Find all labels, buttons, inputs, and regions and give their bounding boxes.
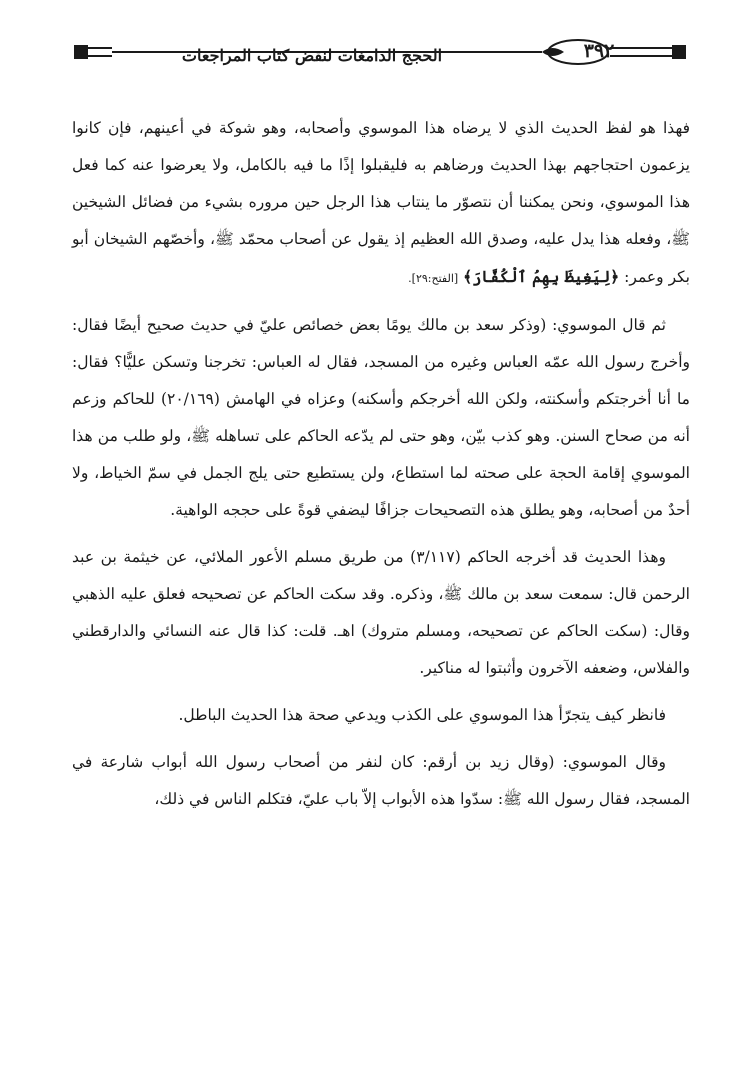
paragraph-1 <box>72 110 690 297</box>
quran-verse: ﴿لِيَغِيظَ بِهِمُ ٱلْكُفَّارَ﴾ <box>463 267 620 286</box>
page-number: ٣٩٢ <box>583 40 615 62</box>
paragraph-4 <box>72 697 690 734</box>
paragraph-5 <box>72 744 690 818</box>
paragraph-text: ثم قال الموسوي: (وذكر سعد بن مالك يومًا بعض خصائص عليّ في حديث صحيح أيضًا فقال: وأخرج رسول الله عمّه العباس وغيره من المسجد، فقال له العباس: تخرجنا وتسكن عليًّا؟ فقال: ما أنا أخرجتكم وأسكنته، ولكن الله أخرجكم وأسكنه) وعزاه في الهامش (٢٠/١٦٩) للحاكم وزعم أنه من صحاح السنن. وهو كذب بيّن، وهو حتى لم يدّعه الحاكم على تساهله ﷺ، ولو طلب من هذا الموسوي إقامة الحجة على صحته لما استطاع، ولن يستطيع حتى يلج الجمل في سمّ الخياط، ولا أحدٌ من أصحابه، وهو يطلق هذه التصحيحات جزافًا ليضفي قوةً على حججه الواهية. <box>72 316 690 519</box>
paragraph-text: وقال الموسوي: (وقال زيد بن أرقم: كان لنفر من أصحاب رسول الله أبواب شارعة في المسجد، فقال رسول الله ﷺ: سدّوا هذه الأبواب إلاّ باب عليّ، فتكلم الناس في ذلك، <box>72 753 690 808</box>
page-body <box>72 110 690 828</box>
paragraph-2 <box>72 307 690 529</box>
running-title: الحجج الدامغات لنقض كتاب المراجعات <box>181 46 443 65</box>
paragraph-3 <box>72 539 690 687</box>
paragraph-text: فهذا هو لفظ الحديث الذي لا يرضاه هذا الموسوي وأصحابه، وهو شوكة في أعينهم، فإن كانوا يزعمون احتجاجهم بهذا الحديث ورضاهم به فليقبلوا إذًا ما فيه بالكامل، ولا يعرضوا عنه كما فعل هذا الموسوي، ونحن يمكننا أن نتصوّر ما ينتاب هذا الرجل حين مروره بشيء من فضائل الشيخين ﷺ، وفعله هذا يدل عليه، وصدق الله العظيم إذ يقول عن أصحاب محمّد ﷺ، وأخصّهم الشيخان أبو بكر وعمر: <box>72 119 690 286</box>
paragraph-text: وهذا الحديث قد أخرجه الحاكم (٣/١١٧) من طريق مسلم الأعور الملائي، عن خيثمة بن عبد الرحمن قال: سمعت سعد بن مالك ﷺ، وذكره. وقد سكت الحاكم عن تصحيحه فعلق عليه الذهبي وقال: (سكت الحاكم عن تصحيحه، ومسلم متروك) اهـ. قلت: كذا قال عنه النسائي والدارقطني والفلاس، وضعفه الآخرون وأثبتوا له مناكير. <box>72 548 690 677</box>
paragraph-text: فانظر كيف يتجرّأ هذا الموسوي على الكذب ويدعي صحة هذا الحديث الباطل. <box>178 706 666 724</box>
verse-reference: [الفتح:٢٩]. <box>408 272 459 285</box>
page-header <box>72 36 692 78</box>
